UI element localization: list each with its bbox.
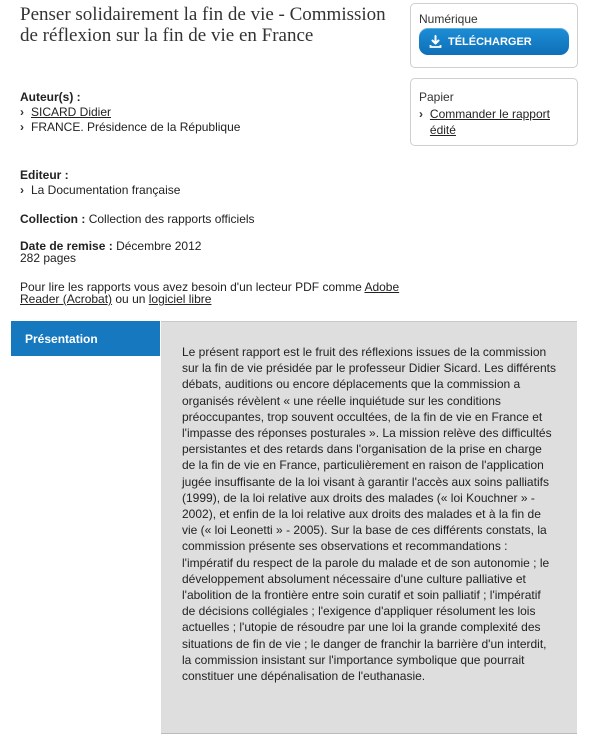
pages-count: 282 pages	[20, 251, 77, 265]
chevron-right-icon: ›	[20, 120, 24, 134]
tab-presentation[interactable]	[11, 321, 160, 356]
paper-box	[410, 78, 578, 146]
editor-label: Editeur :	[20, 168, 69, 182]
date-value: Décembre 2012	[116, 239, 202, 253]
authors-section	[20, 90, 240, 135]
author-item: FRANCE. Présidence de la République	[31, 120, 241, 134]
digital-box	[410, 3, 578, 68]
date-section	[20, 240, 201, 264]
adobe-reader-link[interactable]: Adobe Reader (Acrobat)	[20, 280, 400, 306]
collection-section	[20, 212, 255, 227]
pdf-note	[20, 281, 420, 305]
order-report-link[interactable]: Commander le rapport édité	[429, 107, 550, 137]
author-link[interactable]: SICARD Didier	[31, 105, 112, 119]
date-label: Date de remise :	[20, 239, 113, 253]
digital-label: Numérique	[419, 12, 478, 26]
editor-value: La Documentation française	[31, 183, 181, 197]
paper-label: Papier	[419, 90, 454, 104]
chevron-right-icon: ›	[20, 183, 24, 197]
pdf-note-middle: ou un	[112, 292, 149, 306]
download-button[interactable]	[419, 28, 569, 55]
divider	[161, 733, 577, 734]
presentation-panel	[161, 321, 577, 733]
download-button-label: TÉLÉCHARGER	[448, 35, 532, 48]
download-icon	[429, 35, 442, 48]
editor-section	[20, 168, 180, 198]
tab-presentation-label: Présentation	[25, 332, 98, 346]
chevron-right-icon: ›	[20, 105, 24, 119]
page-title: Penser solidairement la fin de vie - Commission de réflexion sur la fin de vie en France	[20, 4, 386, 46]
authors-label: Auteur(s) :	[20, 90, 81, 104]
collection-label: Collection :	[20, 212, 86, 226]
pdf-note-text: Pour lire les rapports vous avez besoin d'un lecteur PDF comme	[20, 280, 365, 294]
chevron-right-icon: ›	[419, 107, 423, 121]
free-software-link[interactable]: logiciel libre	[148, 292, 212, 306]
collection-value: Collection des rapports officiels	[88, 212, 255, 226]
presentation-text: Le présent rapport est le fruit des réflexions issues de la commission sur la fin de vie présidée par le professeur Didier Sicard. Les différents débats, auditions ou encore déplacements que la commission a organisés révèlent « une réelle inquiétude sur les conditions préoccupantes, trop souvent occultées, de la fin de vie en France et l'impasse des réponses posturales ». La mission relève des difficultés persistantes et des retards dans l'organisation de la prise en charge de la fin de vie en France, particulièrement en raison de l'application jugée insuffisante de la loi visant à garantir l'accès aux soins palliatifs (1999), de la loi relative aux droits des malades (« loi Kouchner » - 2002), et enfin de la loi relative aux droits des malades et à la fin de vie (« loi Leonetti » - 2005). Sur la base de ces différents constats, la commission présente ses observations et recommandations : l'impératif du respect de la parole du malade et de son autonomie ; le développement absolument nécessaire d'une culture palliative et l'abolition de la frontière entre soin curatif et soin palliatif ; l'impératif de décisions collégiales ; l'exigence d'appliquer résolument les lois actuelles ; l'utopie de résoudre par une loi la grande complexité des situations de fin de vie ; le danger de franchir la barrière d'un interdit, la commission insistant sur l'importance symbolique que pourrait constituer une dépénalisation de l'euthanasie.	[182, 345, 556, 684]
